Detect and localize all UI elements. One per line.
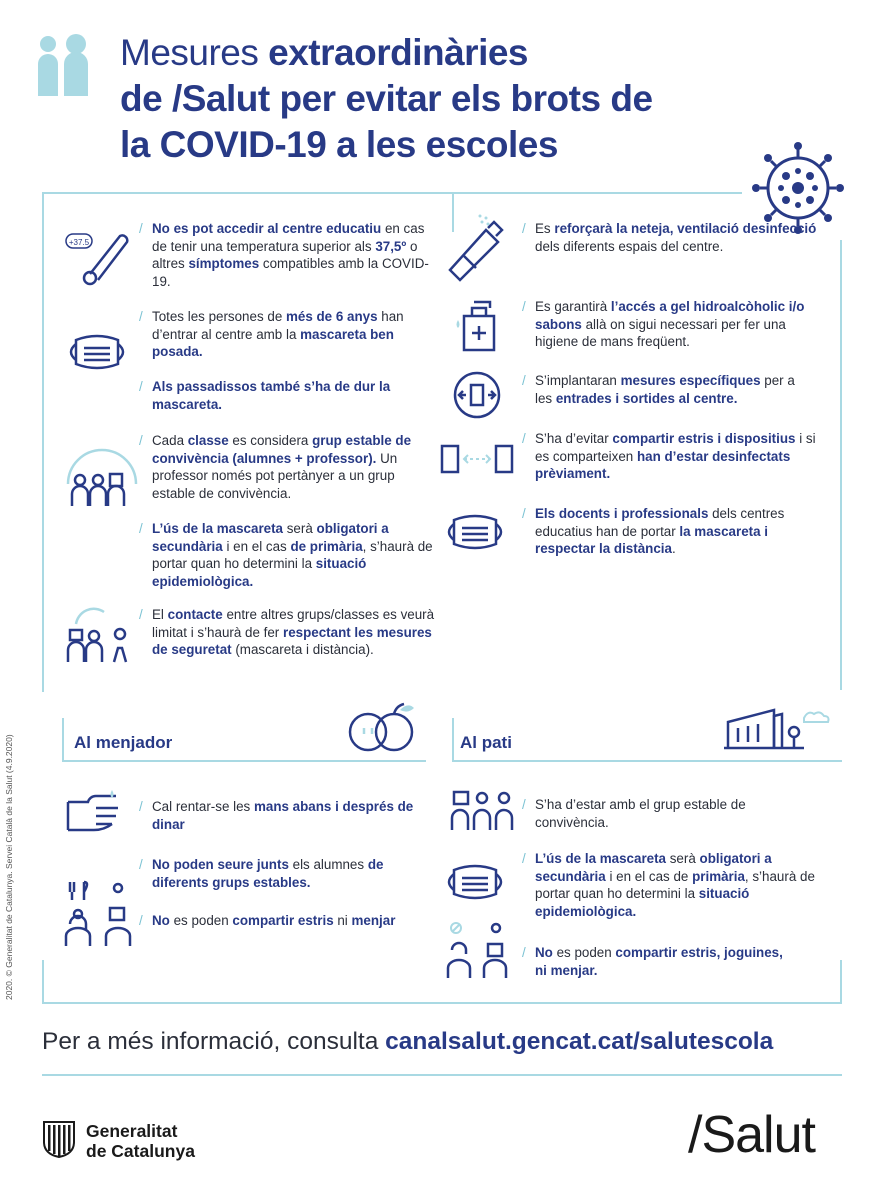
body-text: .	[671, 541, 676, 556]
bold-text: compartir estris, joguines, ni menjar.	[535, 945, 783, 978]
menjador-item-3: / No es poden compartir estris ni menjar	[139, 913, 396, 928]
left-item-6: / El contacte entre altres grups/classes es veurà limitat i s’haurà de fer respectant les mesures de seguretat (mascareta i distància).	[139, 607, 435, 657]
body-text: allà on sigui necessari per fer una higiene de mans freqüent.	[535, 316, 786, 349]
body-text: Cada	[152, 433, 188, 448]
generalitat-line2: de Catalunya	[86, 1141, 195, 1161]
frame-left-line	[42, 192, 44, 692]
body-text: (mascareta i distància).	[231, 642, 374, 657]
bold-text: entrades i sortides al centre.	[555, 390, 738, 406]
thermometer-icon	[62, 226, 132, 286]
more-info-line	[42, 1028, 773, 1056]
bold-text: menjar	[351, 913, 396, 928]
pati-item-2: / L’ús de la mascareta serà obligatori a secundària i en el cas de primària, s’haurà de portar quan ho determini la situació epidemiològica.	[522, 851, 815, 919]
body-text: Un professor només pot pertànyer a un grup estable de convivència.	[152, 450, 398, 501]
body-text: entre altres grups/classes es veurà limitat i s’haurà de fer	[152, 607, 435, 640]
bold-text: contacte	[167, 607, 223, 622]
bold-text: grup estable de convivència (alumnes + professor).	[152, 433, 412, 466]
body-text: serà	[283, 521, 317, 536]
body-text: es considera	[228, 433, 313, 448]
body-text: els alumnes	[288, 857, 368, 872]
bold-text: estris	[297, 913, 334, 928]
mask-icon-pati	[440, 860, 510, 904]
body-text: i en el cas	[222, 538, 291, 554]
bold-text: compartir estris i dispositius	[612, 431, 796, 446]
apple-icon	[344, 700, 420, 752]
body-text: es poden	[552, 945, 616, 960]
school-building-icon	[724, 702, 840, 750]
no-mixing-groups-icon	[64, 878, 134, 948]
frame-bottom-right-line	[840, 960, 842, 1004]
page-title	[120, 30, 740, 168]
right-item-2: / Es garantirà l’accés a gel hidroalcòholic i/o sabons allà on sigui necessari per fer una higiene de mans freqüent.	[522, 299, 805, 349]
hand-gel-icon	[452, 296, 502, 354]
bold-text: compartir	[232, 913, 295, 928]
title-line2: de /Salut per evitar els brots de	[120, 78, 653, 119]
menjador-underline	[62, 760, 426, 762]
mask-icon	[62, 330, 132, 374]
bold-text: respectant les mesures de seguretat	[152, 624, 432, 657]
left-item-3: / Als passadissos també s’ha de dur la mascareta.	[139, 379, 391, 412]
body-text: o altres	[152, 238, 418, 271]
side-credit: 2020. © Generalitat de Catalunya. Servei Català de la Salut (4.9.2020)	[4, 734, 14, 1000]
playground-group-icon	[448, 786, 520, 832]
body-text: , s’haurà de portar quan ho determini la	[152, 538, 433, 571]
more-info-text: Per a més informació, consulta	[42, 1028, 386, 1055]
body-text: per a les	[535, 373, 795, 406]
entrance-exit-icon	[452, 370, 502, 420]
body-text: El	[152, 607, 168, 622]
body-text: S’implantaran	[535, 373, 621, 388]
pati-title: Al pati	[460, 733, 512, 752]
right-item-1: / Es reforçarà la neteja, ventilació desinfecció dels diferents espais del centre.	[522, 221, 817, 254]
hand-wash-icon	[64, 786, 128, 836]
pati-underline	[452, 760, 842, 762]
share-devices-icon	[438, 440, 518, 480]
spray-cleaning-icon	[446, 212, 510, 284]
generalitat-line1: Generalitat	[86, 1121, 178, 1141]
body-text: en cas de tenir una temperatura superior als	[152, 221, 425, 254]
pati-item-1: / S’ha d’estar amb el grup estable de convivència.	[522, 797, 746, 830]
body-text: es poden	[169, 913, 233, 928]
body-text: S’ha d’evitar	[535, 431, 613, 446]
frame-right-line	[840, 240, 842, 690]
title-line3: la COVID-19 a les escoles	[120, 124, 558, 165]
bold-text: No	[152, 913, 170, 928]
thermometer-label: +37.5	[68, 238, 90, 247]
bold-text: No es pot accedir al centre educatiu	[152, 221, 382, 236]
frame-bottom-line	[42, 1002, 842, 1004]
bold-text: mascareta ben posada.	[152, 326, 394, 359]
bold-text: mesures específiques	[620, 373, 761, 388]
body-text: Totes les persones de	[152, 309, 286, 324]
menjador-title: Al menjador	[74, 733, 173, 752]
stable-group-icon	[64, 444, 140, 510]
salut-logo: /Salut	[688, 1106, 815, 1164]
body-text: han d’entrar al centre amb la	[152, 309, 404, 342]
people-logo-icon	[36, 34, 96, 96]
footer-divider	[42, 1074, 842, 1076]
right-item-5: / Els docents i professionals dels centres educatius han de portar la mascareta i respectar la distància.	[522, 506, 785, 556]
bold-text: L’ús de la mascareta	[152, 521, 284, 536]
bold-text: reforçarà la neteja, ventilació desinfecció	[554, 221, 817, 236]
body-text: dels centres educatius han de portar	[535, 506, 785, 539]
bold-text: obligatori a secundària	[535, 851, 772, 884]
bold-text: No poden seure junts	[152, 857, 289, 872]
bold-text: de primària	[290, 538, 363, 554]
body-text: , s’haurà de portar quan ho determini la	[535, 868, 815, 901]
body-text: Es	[535, 221, 555, 236]
title-line1-a: Mesures	[120, 32, 269, 73]
bold-text: 37,5º	[375, 238, 407, 254]
body-text: ni	[333, 913, 352, 928]
body-text: S’ha d’estar amb el grup estable de convivència.	[535, 797, 746, 830]
bold-text: primària	[692, 868, 745, 884]
generalitat-logo-text	[86, 1121, 195, 1161]
generalitat-logo-icon	[42, 1120, 76, 1158]
body-text: i si es comparteixen	[535, 431, 816, 464]
bold-text: situació epidemiològica.	[152, 556, 367, 589]
bold-text: de diferents grups estables.	[152, 857, 384, 890]
left-item-5: / L’ús de la mascareta serà obligatori a secundària i en el cas de primària, s’haurà de portar quan ho determini la situació epidemiològica.	[139, 521, 433, 589]
body-text: dels diferents espais del centre.	[535, 238, 724, 254]
frame-top-line	[42, 192, 742, 194]
bold-text: l’accés a gel hidroalcòholic i/o sabons	[535, 299, 805, 332]
body-text: i en el cas de	[605, 868, 693, 884]
left-item-4: / Cada classe es considera grup estable de convivència (alumnes + professor). Un professor només pot pertànyer a un grup estable de convivència.	[139, 433, 412, 501]
bold-text: L’ús de la mascareta	[535, 851, 667, 866]
more-info-link[interactable]: canalsalut.gencat.cat/salutescola	[385, 1028, 774, 1055]
body-text: Es garantirà	[535, 299, 611, 314]
bold-text: situació epidemiològica.	[535, 886, 750, 919]
bold-text: Als passadissos també s’ha de dur la mascareta.	[152, 379, 391, 412]
bold-text: la mascareta i respectar la distància	[535, 523, 769, 556]
bold-text: obligatori a secundària	[152, 521, 389, 554]
no-sharing-toys-icon	[446, 920, 512, 980]
menjador-item-2: / No poden seure junts els alumnes de diferents grups estables.	[139, 857, 384, 890]
left-item-2: / Totes les persones de més de 6 anys han d’entrar al centre amb la mascareta ben posada.	[139, 309, 404, 359]
mask-icon-teachers	[440, 510, 510, 554]
bold-text: No	[535, 945, 553, 960]
bold-text: més de 6 anys	[285, 309, 378, 324]
menjador-item-1: / Cal rentar-se les mans abans i després de dinar	[139, 799, 414, 832]
bold-text: classe	[187, 433, 229, 448]
bold-text: han d’estar desinfectats prèviament.	[535, 448, 791, 481]
bold-text: símptomes	[188, 256, 260, 271]
bold-text: mans abans i després de dinar	[152, 799, 414, 832]
body-text: serà	[666, 851, 700, 866]
body-text: Cal rentar-se les	[152, 799, 254, 814]
left-item-1: / No es pot accedir al centre educatiu en cas de tenir una temperatura superior als 37,5º o altres símptomes compatibles amb la COVID-19.	[139, 221, 429, 289]
title-line1-b: extraordinàries	[268, 32, 529, 73]
body-text: compatibles amb la COVID-19.	[152, 256, 429, 289]
pati-left-line	[452, 718, 454, 762]
right-item-3: / S’implantaran mesures específiques per a les entrades i sortides al centre.	[522, 373, 795, 406]
group-contact-icon	[64, 604, 140, 666]
menjador-left-line	[62, 718, 64, 762]
bold-text: Els docents i professionals	[535, 506, 709, 521]
right-item-4: / S’ha d’evitar compartir estris i dispositius i si es comparteixen han d’estar desinfectats prèviament.	[522, 431, 816, 481]
frame-bottom-left-line	[42, 960, 44, 1004]
pati-item-3: / No es poden compartir estris, joguines, ni menjar.	[522, 945, 783, 978]
